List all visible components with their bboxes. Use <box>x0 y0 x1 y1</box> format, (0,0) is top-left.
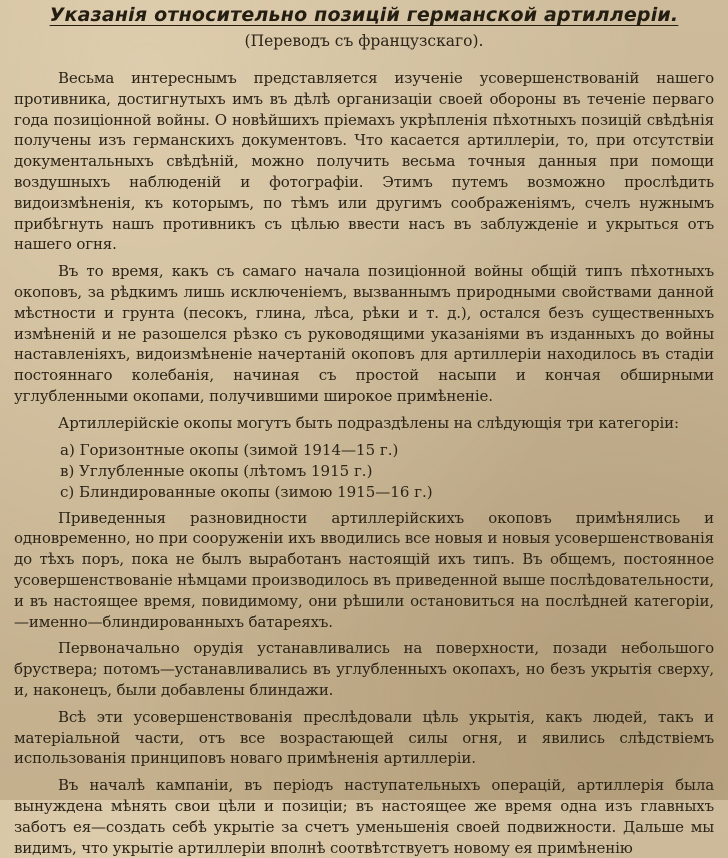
paragraph-1: Весьма интереснымъ представляется изученіе усовершенствованій нашего противника, достигнутыхъ имъ въ дѣлѣ организаціи своей обороны въ теченіе перваго года позиціонной войны. О новѣйшихъ пріемахъ укрѣпленія пѣхотныхъ позицій свѣдѣнія получены изъ германскихъ документовъ. Что касается артиллеріи, то, при отсутствіи документальныхъ свѣдѣній, можно получить весьма точныя данныя при помощи воздушныхъ наблюденій и фотографіи. Этимъ путемъ возможно прослѣдить видоизмѣненія, къ которымъ, по тѣмъ или другимъ соображеніямъ, счелъ нужнымъ прибѣгнуть нашъ противникъ съ цѣлью ввести насъ въ заблужденіе и укрыться отъ нашего огня. <box>14 69 714 254</box>
category-item-a: а) Горизонтные окопы (зимой 1914—15 г.) <box>60 440 399 459</box>
category-list <box>14 440 714 503</box>
category-item-b: в) Углубленные окопы (лѣтомъ 1915 г.) <box>60 461 373 480</box>
paragraph-4: Приведенныя разновидности артиллерійскихъ окоповъ примѣнялись и одновременно, но при сооруженіи ихъ вводились все новыя и новыя усовершенствованія до тѣхъ поръ, пока не былъ выработанъ настоящій ихъ типъ. Въ общемъ, постоянное усовершенствованіе нѣмцами производилось въ приведенной выше послѣдовательности, и въ настоящее время, повидимому, они рѣшили остановиться на послѣдней категоріи,—именно—блиндированныхъ батареяхъ. <box>14 508 714 631</box>
paragraph-7: Въ началѣ кампаніи, въ періодъ наступательныхъ операцій, артиллерія была вынуждена мѣнять свои цѣли и позиціи; въ настоящее же время одна изъ главныхъ заботъ ея—создать себѣ укрытіе за счетъ уменьшенія своей подвижности. Дальше мы видимъ, что укрытіе артиллеріи вполнѣ соотвѣтствуетъ новому ея примѣненію <box>14 776 714 857</box>
paragraph-5: Первоначально орудія устанавливались на поверхности, позади небольшого бруствера; потомъ—устанавливались въ углубленныхъ окопахъ, но безъ укрытія сверху, и, наконецъ, были добавлены блиндажи. <box>14 639 714 699</box>
document-page <box>14 4 714 857</box>
document-subtitle: (Переводъ съ французскаго). <box>244 32 484 50</box>
paragraph-3: Артиллерійскіе окопы могутъ быть подраздѣлены на слѣдующія три категоріи: <box>58 413 679 432</box>
paragraph-2: Въ то время, какъ съ самаго начала позиціонной войны общій типъ пѣхотныхъ окоповъ, за рѣдкимъ лишь исключеніемъ, вызваннымъ природными свойствами данной мѣстности и грунта (песокъ, глина, лѣса, рѣки и т. д.), остался безъ существенныхъ измѣненій и не разошелся рѣзко съ руководящими указаніями въ изданныхъ до войны наставленіяхъ, видоизмѣненіе начертаній окоповъ для артиллеріи находилось въ стадіи постояннаго колебанія, начиная съ простой насыпи и кончая обширными углубленными окопами, получившими широкое примѣненіе. <box>14 262 714 405</box>
document-title: Указанія относительно позицій германской артиллеріи. <box>49 4 679 26</box>
paragraph-6: Всѣ эти усовершенствованія преслѣдовали цѣль укрытія, какъ людей, такъ и матеріальной части, отъ все возрастающей силы огня, и явились слѣдствіемъ использованія принциповъ новаго примѣненія артиллеріи. <box>14 707 714 768</box>
category-item-c: с) Блиндированные окопы (зимою 1915—16 г.) <box>60 482 433 501</box>
